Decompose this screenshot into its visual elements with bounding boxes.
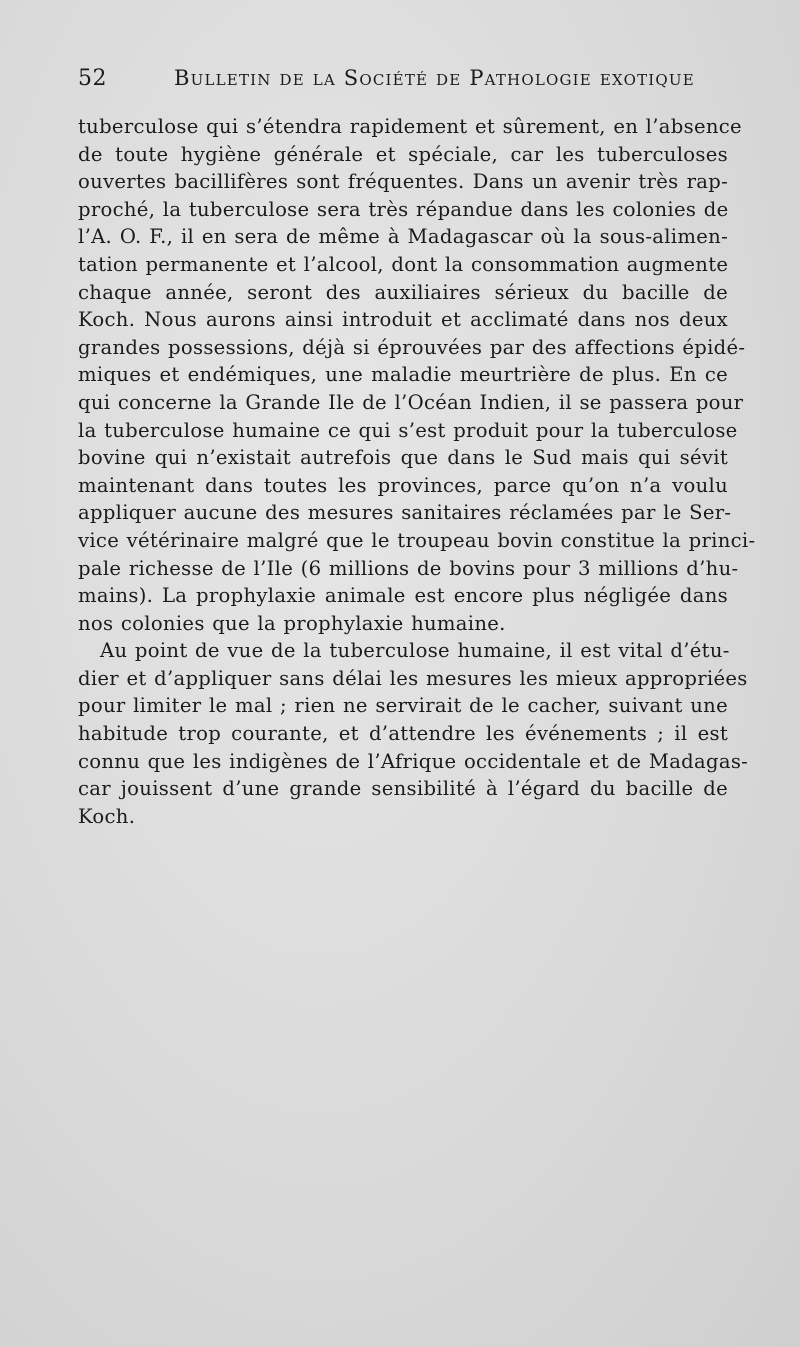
text-line: ouvertes bacillifères sont fréquentes. Dans un avenir très rap- bbox=[78, 170, 728, 194]
text-line: appliquer aucune des mesures sanitaires réclamées par le Ser- bbox=[78, 501, 732, 525]
text-line: chaque année, seront des auxiliaires sérieux du bacille de bbox=[78, 280, 728, 304]
text-line: maintenant dans toutes les provinces, parce qu’on n’a voulu bbox=[78, 473, 728, 497]
text-line: dier et d’appliquer sans délai les mesures les mieux appropriées bbox=[78, 666, 748, 690]
text-line: tuberculose qui s’étendra rapidement et sûrement, en l’absence bbox=[78, 115, 742, 138]
paragraph-1 bbox=[78, 113, 756, 637]
text-line: connu que les indigènes de l’Afrique occidentale et de Madagas- bbox=[78, 749, 749, 773]
text-line: Au point de vue de la tuberculose humaine, il est vital d’étu- bbox=[100, 639, 730, 663]
text-line: la tuberculose humaine ce qui s’est produit pour la tuberculose bbox=[78, 418, 738, 442]
text-line: vice vétérinaire malgré que le troupeau bovin constitue la princi- bbox=[78, 528, 756, 552]
text-line: grandes possessions, déjà si éprouvées par des affections épidé- bbox=[78, 335, 746, 359]
text-line: nos colonies que la prophylaxie humaine. bbox=[78, 611, 506, 635]
text-line: miques et endémiques, une maladie meurtrière de plus. En ce bbox=[78, 363, 728, 387]
text-line: proché, la tuberculose sera très répandue dans les colonies de bbox=[78, 197, 729, 221]
text-line: pour limiter le mal ; rien ne servirait de le cacher, suivant une bbox=[78, 694, 728, 718]
text-line: l’A. O. F., il en sera de même à Madagascar où la sous-alimen- bbox=[78, 225, 728, 249]
text-line: qui concerne la Grande Ile de l’Océan Indien, il se passera pour bbox=[78, 390, 744, 414]
page-number: 52 bbox=[78, 66, 107, 91]
body-text bbox=[78, 113, 756, 830]
text-line: pale richesse de l’Ile (6 millions de bovins pour 3 millions d’hu- bbox=[78, 556, 739, 580]
text-line: car jouissent d’une grande sensibilité à l’égard du bacille de bbox=[78, 777, 728, 801]
running-head bbox=[78, 66, 728, 96]
text-line: de toute hygiène générale et spéciale, car les tuberculoses bbox=[78, 142, 728, 166]
paragraph-2 bbox=[78, 637, 749, 830]
journal-title: Bulletin de la Société de Pathologie exotique bbox=[174, 66, 695, 90]
text-line: Koch. Nous aurons ainsi introduit et acclimaté dans nos deux bbox=[78, 308, 728, 332]
text-line: habitude trop courante, et d’attendre les événements ; il est bbox=[78, 722, 728, 746]
text-line: tation permanente et l’alcool, dont la consommation augmente bbox=[78, 252, 729, 276]
text-line: Koch. bbox=[78, 804, 136, 828]
text-line: mains). La prophylaxie animale est encore plus négligée dans bbox=[78, 584, 728, 608]
text-line: bovine qui n’existait autrefois que dans le Sud mais qui sévit bbox=[78, 446, 728, 470]
